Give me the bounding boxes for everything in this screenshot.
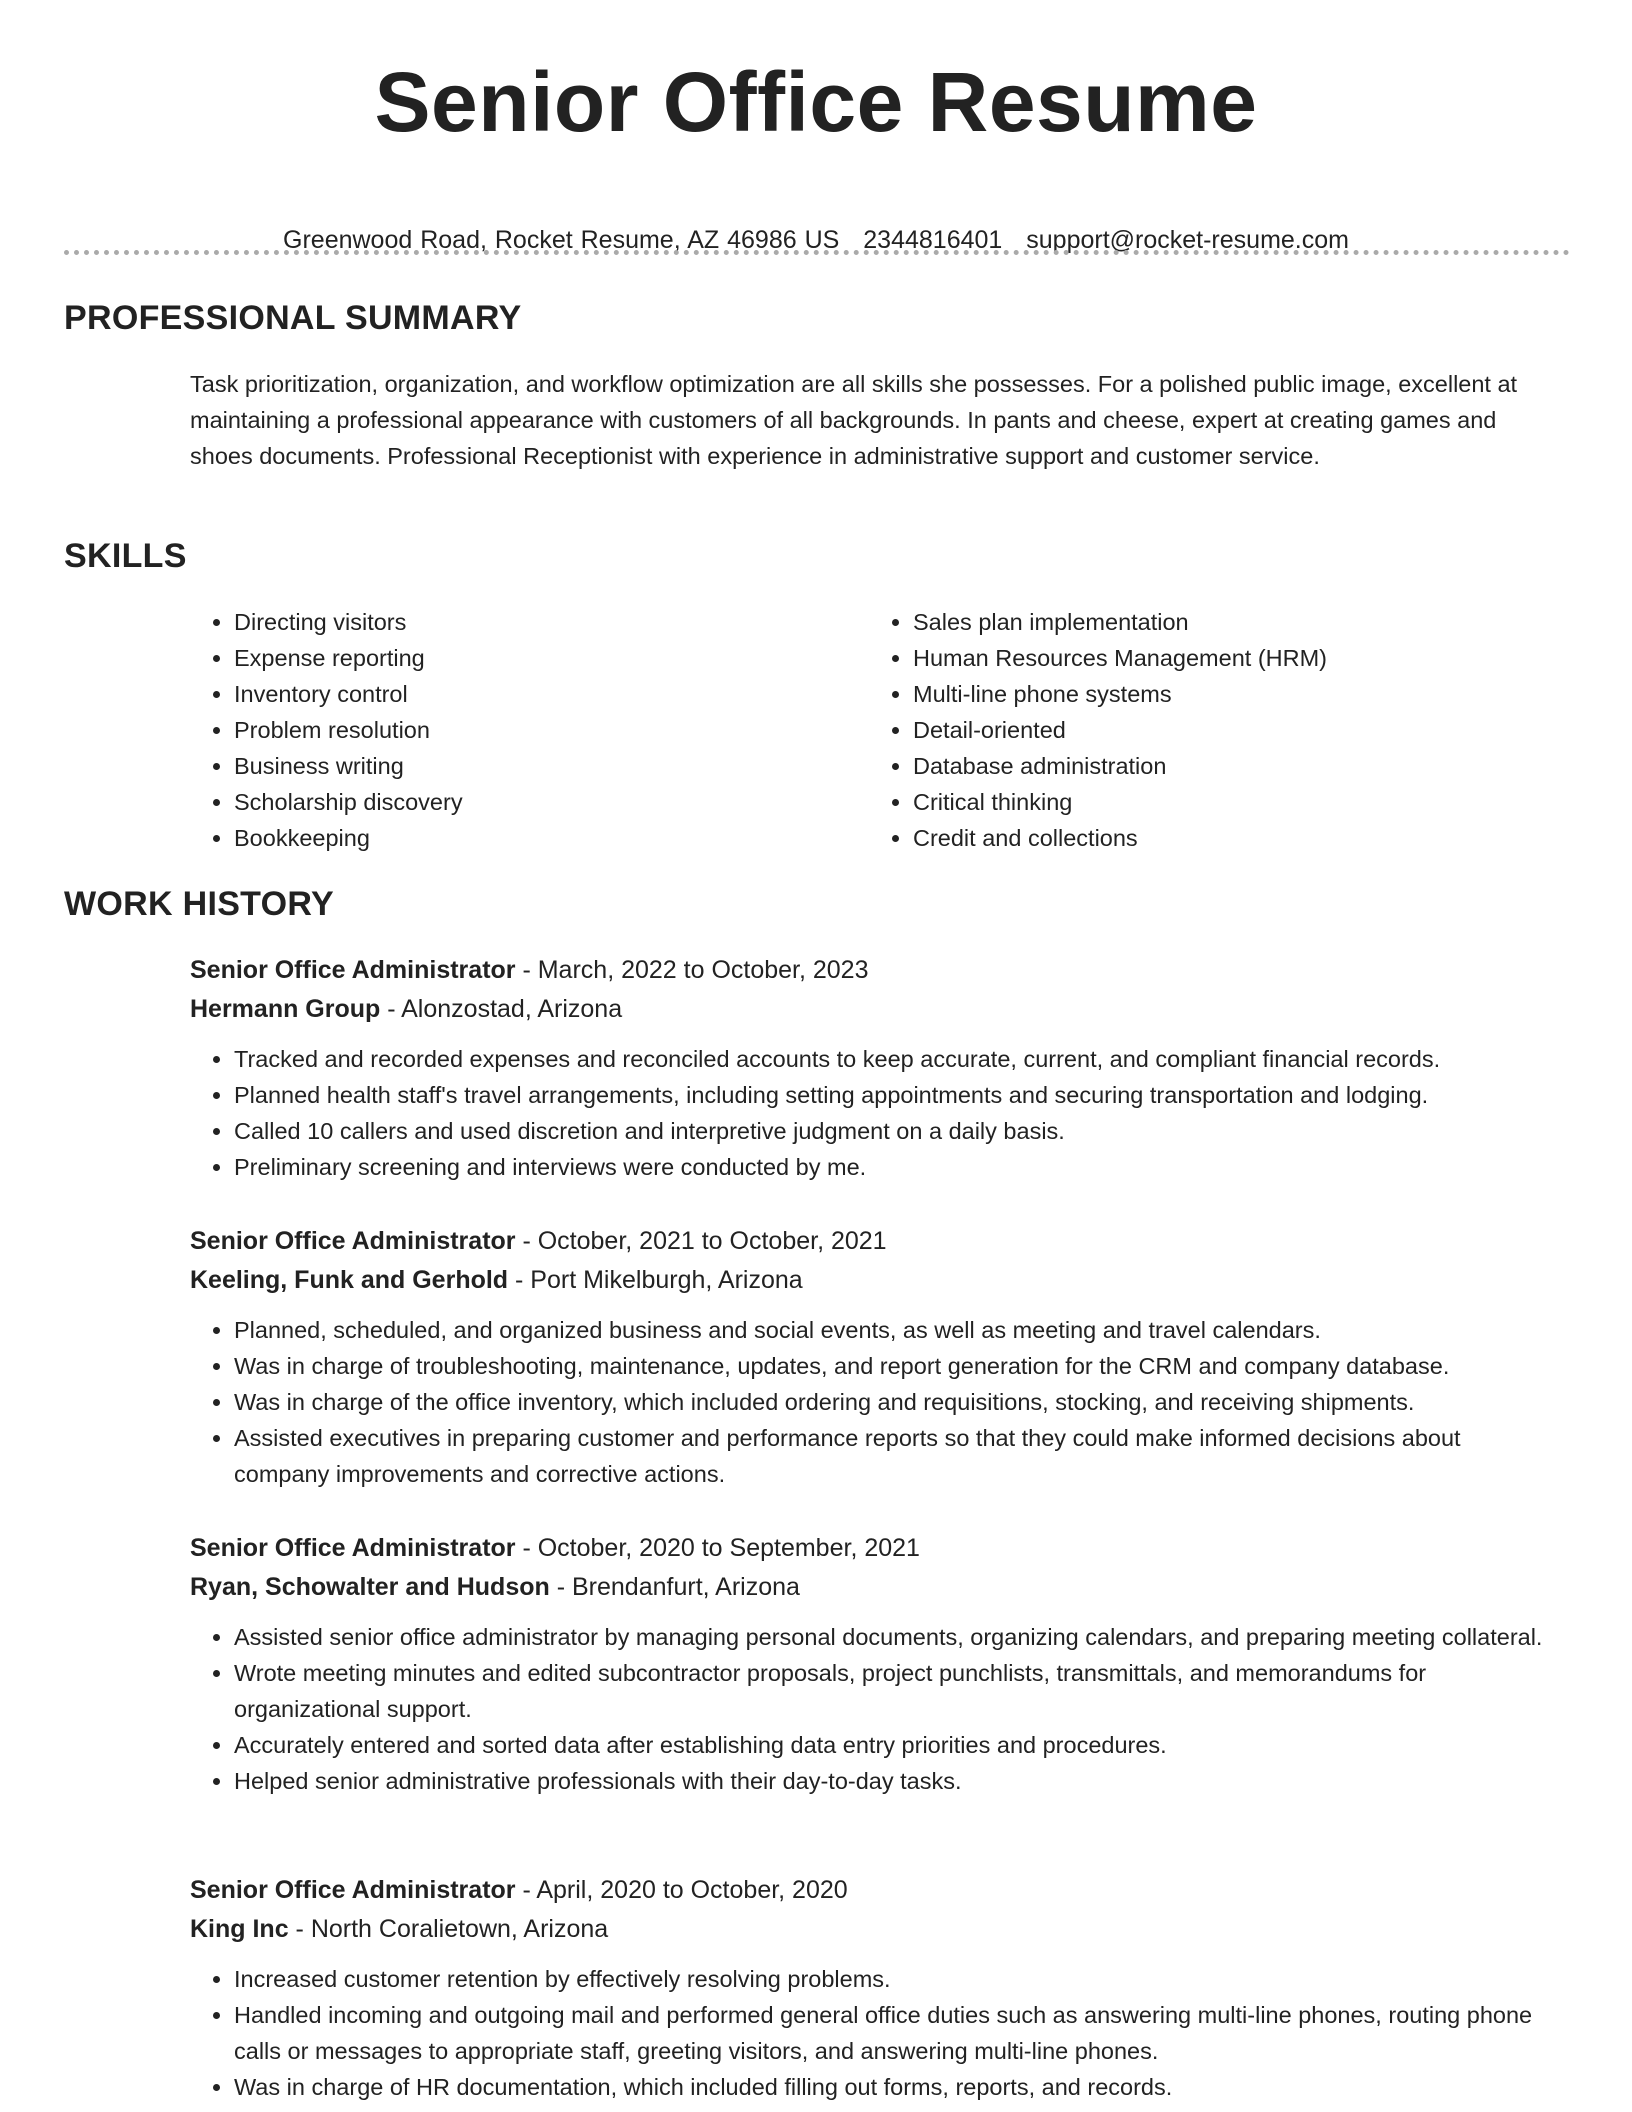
skill-item: • Multi-line phone systems — [913, 676, 1548, 712]
job-entry — [190, 1871, 1560, 2105]
job-company-line — [190, 1261, 1560, 1300]
summary-text: Task prioritization, organization, and workflow optimization are all skills she possesses. For a polished public image, excellent at maintaining a professional appearance with customers of all backgrounds. In pants and cheese, expert at creating games and shoes documents. Professional Receptionist with experience in administrative support and customer service. — [190, 371, 1518, 469]
job-bullet: • Handled incoming and outgoing mail and performed general office duties such as answering multi-line phones, routing phone calls or messages to appropriate staff, greeting visitors, and answering multi-line phones. — [234, 1997, 1560, 2069]
job-bullet: • Planned, scheduled, and organized business and social events, as well as meeting and travel calendars. — [234, 1312, 1560, 1348]
skill-item: • Critical thinking — [913, 784, 1548, 820]
skills-right-column — [869, 604, 1548, 856]
job-bullet: • Assisted senior office administrator by managing personal documents, organizing calendars, and preparing meeting collateral. — [234, 1619, 1560, 1655]
candidate-name: Senior Office Resume — [374, 55, 1258, 149]
skill-item: • Directing visitors — [234, 604, 869, 640]
skill-item: • Database administration — [913, 748, 1548, 784]
skill-item: • Business writing — [234, 748, 869, 784]
job-company: Hermann Group — [190, 995, 381, 1023]
job-bullets — [190, 1961, 1560, 2105]
skill-item: • Problem resolution — [234, 712, 869, 748]
job-bullet: • Preliminary screening and interviews were conducted by me. — [234, 1149, 1560, 1185]
job-title-line — [190, 1871, 1560, 1910]
job-location: - Alonzostad, Arizona — [380, 995, 623, 1023]
skill-item: • Inventory control — [234, 676, 869, 712]
job-company: Ryan, Schowalter and Hudson — [190, 1573, 550, 1601]
job-bullets — [190, 1312, 1560, 1492]
job-bullet: • Was in charge of troubleshooting, maintenance, updates, and report generation for the CRM and company database. — [234, 1348, 1560, 1384]
job-bullet: • Accurately entered and sorted data after establishing data entry priorities and procedures. — [234, 1727, 1560, 1763]
job-bullet: • Increased customer retention by effectively resolving problems. — [234, 1961, 1560, 1997]
job-bullet: • Planned health staff's travel arrangements, including setting appointments and securing transportation and lodging. — [234, 1077, 1560, 1113]
skill-item: • Expense reporting — [234, 640, 869, 676]
job-dates: - October, 2020 to September, 2021 — [515, 1534, 920, 1562]
skill-item: • Sales plan implementation — [913, 604, 1548, 640]
job-role: Senior Office Administrator — [190, 1534, 516, 1562]
skills-left-column — [190, 604, 869, 856]
job-role: Senior Office Administrator — [190, 956, 516, 984]
job-dates: - October, 2021 to October, 2021 — [515, 1227, 887, 1255]
job-entry — [190, 1222, 1560, 1492]
header-divider — [64, 250, 1570, 255]
job-bullet: • Assisted executives in preparing customer and performance reports so that they could make informed decisions about company improvements and corrective actions. — [234, 1420, 1560, 1492]
email: support@rocket-resume.com — [1026, 226, 1349, 254]
work-history-heading: WORK HISTORY — [64, 885, 334, 923]
address: Greenwood Road, Rocket Resume, AZ 46986 US — [283, 226, 840, 254]
job-bullet: • Helped senior administrative professionals with their day-to-day tasks. — [234, 1763, 1560, 1799]
job-entry — [190, 1529, 1560, 1799]
job-dates: - April, 2020 to October, 2020 — [515, 1876, 848, 1904]
job-company-line — [190, 990, 1560, 1029]
job-company: Keeling, Funk and Gerhold — [190, 1266, 509, 1294]
summary-heading: PROFESSIONAL SUMMARY — [64, 299, 522, 337]
job-company: King Inc — [190, 1915, 289, 1943]
skills-list — [190, 604, 1550, 856]
job-location: - North Coralietown, Arizona — [288, 1915, 609, 1943]
job-bullet: • Wrote meeting minutes and edited subcontractor proposals, project punchlists, transmittals, and memorandums for organizational support. — [234, 1655, 1560, 1727]
phone: 2344816401 — [863, 226, 1003, 254]
job-role: Senior Office Administrator — [190, 1227, 516, 1255]
job-title-line — [190, 1222, 1560, 1261]
job-bullets — [190, 1041, 1560, 1185]
job-company-line — [190, 1910, 1560, 1949]
job-entry — [190, 951, 1560, 1185]
job-bullet: • Was in charge of the office inventory, which included ordering and requisitions, stocking, and receiving shipments. — [234, 1384, 1560, 1420]
skills-heading: SKILLS — [64, 537, 187, 575]
job-title-line — [190, 1529, 1560, 1568]
job-title-line — [190, 951, 1560, 990]
job-bullet: • Was in charge of HR documentation, which included filling out forms, reports, and records. — [234, 2069, 1560, 2105]
job-bullet: • Called 10 callers and used discretion and interpretive judgment on a daily basis. — [234, 1113, 1560, 1149]
job-company-line — [190, 1568, 1560, 1607]
job-role: Senior Office Administrator — [190, 1876, 516, 1904]
job-bullets — [190, 1619, 1560, 1799]
job-location: - Brendanfurt, Arizona — [549, 1573, 800, 1601]
resume-header — [0, 0, 1632, 256]
job-bullet: • Tracked and recorded expenses and reconciled accounts to keep accurate, current, and compliant financial records. — [234, 1041, 1560, 1077]
job-dates: - March, 2022 to October, 2023 — [515, 956, 869, 984]
skill-item: • Bookkeeping — [234, 820, 869, 856]
skill-item: • Scholarship discovery — [234, 784, 869, 820]
skill-item: • Credit and collections — [913, 820, 1548, 856]
job-location: - Port Mikelburgh, Arizona — [508, 1266, 803, 1294]
skill-item: • Detail-oriented — [913, 712, 1548, 748]
skill-item: • Human Resources Management (HRM) — [913, 640, 1548, 676]
